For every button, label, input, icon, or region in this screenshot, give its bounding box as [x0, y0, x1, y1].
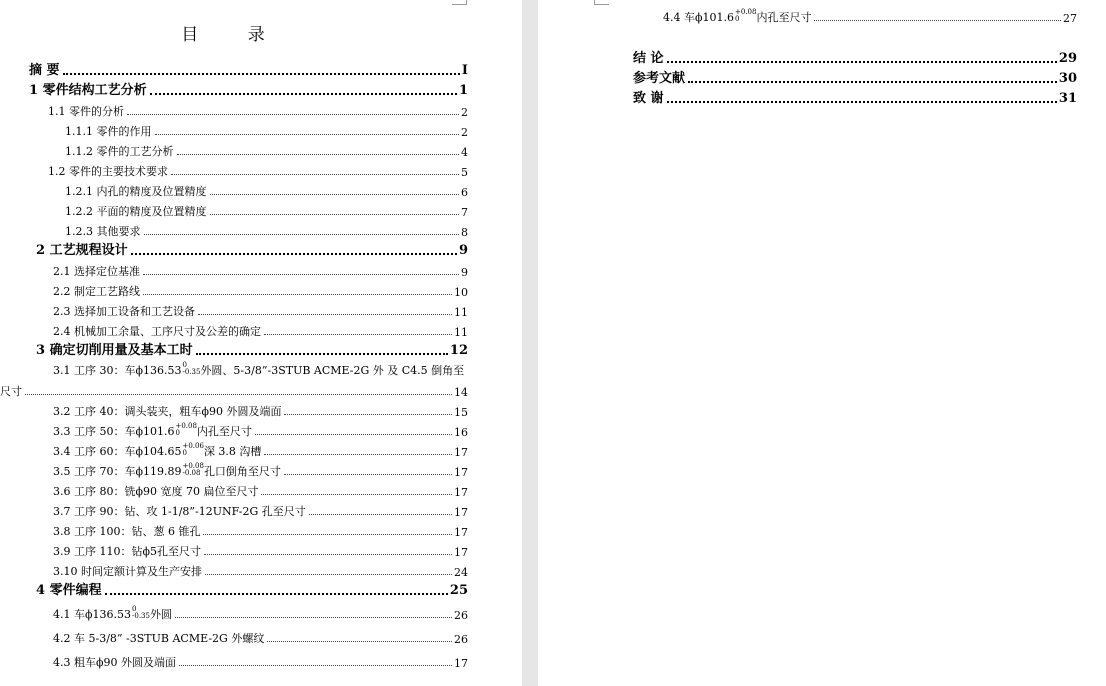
- toc-entry-text: 2.1 选择定位基准: [53, 265, 140, 278]
- toc-entry-text: 3 确定切削用量及基本工时: [36, 343, 193, 358]
- leader-dots: [284, 414, 452, 415]
- toc-entry-page: 15: [454, 406, 468, 419]
- toc-entry[interactable]: [53, 403, 468, 419]
- toc-entry-page: 10: [454, 286, 468, 299]
- leader-dots: [205, 574, 452, 575]
- toc-entry[interactable]: [663, 9, 1077, 25]
- toc-entry-text: 致 谢: [633, 91, 664, 106]
- toc-entry-page: 17: [454, 546, 468, 559]
- leader-dots: [814, 20, 1061, 21]
- toc-entry[interactable]: [633, 70, 1077, 86]
- page-corner-mark: [452, 0, 467, 5]
- toc-entry-text: 2.2 制定工艺路线: [53, 285, 140, 298]
- toc-entry[interactable]: [36, 242, 468, 258]
- toc-entry-page: 7: [461, 206, 468, 219]
- toc-entry-text: 1.2 零件的主要技术要求: [48, 165, 168, 178]
- leader-dots: [284, 474, 452, 475]
- toc-entry-page: 9: [461, 266, 468, 279]
- leader-dots: [127, 114, 459, 115]
- toc-entry[interactable]: [633, 50, 1077, 66]
- toc-entry-text: 3.8 工序 100：钻、葱 6 锥孔: [53, 525, 201, 538]
- toc-entry-text: 4.3 粗车ϕ90 外圆及端面: [53, 656, 176, 669]
- toc-entry[interactable]: [53, 483, 468, 499]
- document-page-left: [0, 0, 522, 686]
- toc-entry-text-after: 内孔至尺寸: [756, 11, 812, 24]
- toc-entry[interactable]: [36, 342, 468, 358]
- toc-entry-page: 4: [461, 146, 468, 159]
- toc-entry-page: 8: [461, 226, 468, 239]
- toc-entry[interactable]: [65, 123, 468, 139]
- leader-dots: [198, 314, 452, 315]
- toc-entry-page: 17: [454, 657, 468, 670]
- toc-entry-page: 29: [1058, 51, 1077, 66]
- toc-entry-page: 6: [461, 186, 468, 199]
- toc-entry-text: 3.4 工序 60：车: [53, 445, 136, 458]
- toc-entry[interactable]: [53, 323, 468, 339]
- toc-entry-text: 3.10 时间定额计算及生产安排: [53, 565, 202, 578]
- page-gutter: [522, 0, 538, 686]
- leader-dots: [267, 641, 452, 642]
- toc-entry[interactable]: [65, 143, 468, 159]
- toc-entry-page: 2: [461, 106, 468, 119]
- toc-entry-text: 3.3 工序 50：车: [53, 425, 136, 438]
- toc-entry-text: 参考文献: [633, 71, 686, 86]
- toc-entry-text: 3.1 工序 30：车: [53, 364, 136, 377]
- toc-entry[interactable]: [36, 582, 468, 598]
- toc-entry-text: 摘 要: [29, 63, 60, 78]
- toc-entry-page: 11: [454, 326, 468, 339]
- dimension-value: ϕ136.53: [135, 364, 182, 377]
- leader-dots: [667, 61, 1057, 63]
- toc-entry[interactable]: [53, 303, 468, 319]
- toc-entry[interactable]: [53, 543, 468, 559]
- toc-entry-text: 3.5 工序 70：车: [53, 465, 136, 478]
- toc-entry-text: 1.1 零件的分析: [48, 105, 124, 118]
- toc-entry-text: 4 零件编程: [36, 583, 102, 598]
- toc-entry-text: 尺寸: [0, 385, 22, 398]
- toc-entry-text: 1 零件结构工艺分析: [29, 83, 147, 98]
- leader-dots: [179, 665, 452, 666]
- leader-dots: [63, 73, 460, 75]
- toc-entry-text: 1.2.2 平面的精度及位置精度: [65, 205, 207, 218]
- toc-entry-text: 1.1.2 零件的工艺分析: [65, 145, 174, 158]
- toc-entry-text: 4.4 车: [663, 11, 695, 24]
- toc-title: 目 录: [181, 25, 287, 45]
- toc-entry[interactable]: [53, 654, 468, 670]
- leader-dots: [204, 554, 452, 555]
- leader-dots: [171, 174, 459, 175]
- leader-dots: [196, 353, 448, 355]
- leader-dots: [210, 214, 460, 215]
- toc-entry[interactable]: [48, 163, 468, 179]
- toc-entry[interactable]: [53, 523, 468, 539]
- toc-entry-page: 9: [458, 243, 468, 258]
- toc-entry[interactable]: [53, 443, 468, 459]
- toc-entry-text: 3.9 工序 110：钻ϕ5孔至尺寸: [53, 545, 201, 558]
- leader-dots: [255, 434, 452, 435]
- toc-entry[interactable]: [29, 82, 468, 98]
- toc-entry[interactable]: [53, 263, 468, 279]
- toc-entry-text: 3.7 工序 90：钻、攻 1-1/8”-12UNF-2G 孔至尺寸: [53, 505, 306, 518]
- tolerance: +0.08 0: [735, 8, 757, 23]
- leader-dots: [131, 253, 457, 255]
- toc-entry-page: 17: [454, 446, 468, 459]
- toc-entry-text: 3.6 工序 80：铣ϕ90 宽度 70 扁位至尺寸: [53, 485, 259, 498]
- tolerance: 0 -0.35: [132, 605, 150, 620]
- toc-entry-page: 17: [454, 506, 468, 519]
- tolerance: +0.06 0: [182, 442, 204, 457]
- toc-entry[interactable]: [53, 423, 468, 439]
- toc-entry[interactable]: [53, 283, 468, 299]
- toc-entry-page: 25: [449, 583, 468, 598]
- leader-dots: [175, 617, 452, 618]
- toc-entry-text-after: 深 3.8 沟槽: [203, 445, 262, 458]
- toc-entry-page: 27: [1063, 12, 1077, 25]
- leader-dots: [210, 194, 460, 195]
- toc-entry-continuation[interactable]: [0, 383, 468, 399]
- toc-entry-page: 11: [454, 306, 468, 319]
- toc-entry-page: 17: [454, 466, 468, 479]
- toc-entry-text-after: 孔口倒角至尺寸: [203, 465, 281, 478]
- toc-entry-page: 14: [454, 386, 468, 399]
- toc-entry[interactable]: [53, 463, 468, 479]
- leader-dots: [203, 534, 452, 535]
- toc-entry-text: 1.2.3 其他要求: [65, 225, 141, 238]
- toc-entry-text: 1.2.1 内孔的精度及位置精度: [65, 185, 207, 198]
- dimension-value: ϕ101.6: [695, 11, 734, 24]
- leader-dots: [144, 234, 460, 235]
- toc-entry-page: I: [461, 63, 468, 78]
- document-page-right: [538, 0, 1106, 686]
- leader-dots: [309, 514, 452, 515]
- toc-entry-text: 2.4 机械加工余量、工序尺寸及公差的确定: [53, 325, 261, 338]
- toc-entry-page: 1: [458, 83, 468, 98]
- toc-entry-text-after: 内孔至尺寸: [196, 425, 252, 438]
- toc-entry-text: 4.1 车: [53, 608, 85, 621]
- leader-dots: [264, 454, 452, 455]
- toc-entry-text-after: 外圆: [149, 608, 172, 621]
- toc-entry-text: 1.1.1 零件的作用: [65, 125, 152, 138]
- leader-dots: [177, 154, 460, 155]
- toc-entry-multiline[interactable]: [53, 362, 464, 378]
- leader-dots: [150, 93, 457, 95]
- toc-entry-text: 结 论: [633, 51, 664, 66]
- tolerance: +0.08 0: [175, 422, 197, 437]
- dimension-value: ϕ119.89: [135, 465, 182, 478]
- toc-entry-text: 2 工艺规程设计: [36, 243, 128, 258]
- toc-entry-text: 4.2 车 5-3/8” -3STUB ACME-2G 外螺纹: [53, 632, 265, 645]
- toc-entry[interactable]: [53, 563, 468, 579]
- page-corner-mark: [594, 0, 609, 5]
- leader-dots: [264, 334, 452, 335]
- toc-entry[interactable]: [29, 62, 468, 78]
- toc-entry-page: 17: [454, 526, 468, 539]
- leader-dots: [688, 81, 1057, 83]
- leader-dots: [667, 101, 1057, 103]
- leader-dots: [155, 134, 460, 135]
- toc-entry-page: 31: [1058, 91, 1077, 106]
- toc-entry-text-after: 外圆、5-3/8”-3STUB ACME-2G 外 及 C4.5 倒角至: [200, 364, 465, 377]
- toc-entry[interactable]: [633, 90, 1077, 106]
- toc-entry-page: 12: [449, 343, 468, 358]
- toc-entry[interactable]: [48, 103, 468, 119]
- toc-entry-page: 24: [454, 566, 468, 579]
- leader-dots: [143, 294, 452, 295]
- dimension-value: ϕ101.6: [135, 425, 175, 438]
- toc-entry-page: 5: [461, 166, 468, 179]
- toc-entry-page: 30: [1058, 71, 1077, 86]
- toc-entry-page: 16: [454, 426, 468, 439]
- toc-entry[interactable]: [65, 203, 468, 219]
- toc-entry[interactable]: [65, 223, 468, 239]
- toc-entry-page: 26: [454, 609, 468, 622]
- toc-entry-page: 2: [461, 126, 468, 139]
- leader-dots: [25, 394, 452, 395]
- toc-entry-page: 26: [454, 633, 468, 646]
- dimension-value: ϕ136.53: [85, 608, 131, 621]
- tolerance: +0.08 -0.08: [182, 462, 204, 477]
- toc-entry[interactable]: [53, 503, 468, 519]
- leader-dots: [105, 593, 448, 595]
- dimension-value: ϕ104.65: [135, 445, 182, 458]
- toc-entry-page: 17: [454, 486, 468, 499]
- toc-entry-text: 2.3 选择加工设备和工艺设备: [53, 305, 195, 318]
- leader-dots: [143, 274, 459, 275]
- toc-entry-text: 3.2 工序 40：调头装夹，粗车ϕ90 外圆及端面: [53, 405, 282, 418]
- toc-entry[interactable]: [65, 183, 468, 199]
- leader-dots: [261, 494, 452, 495]
- tolerance: 0 -0.35: [182, 361, 201, 376]
- toc-entry[interactable]: [53, 630, 468, 646]
- toc-entry[interactable]: [53, 606, 468, 622]
